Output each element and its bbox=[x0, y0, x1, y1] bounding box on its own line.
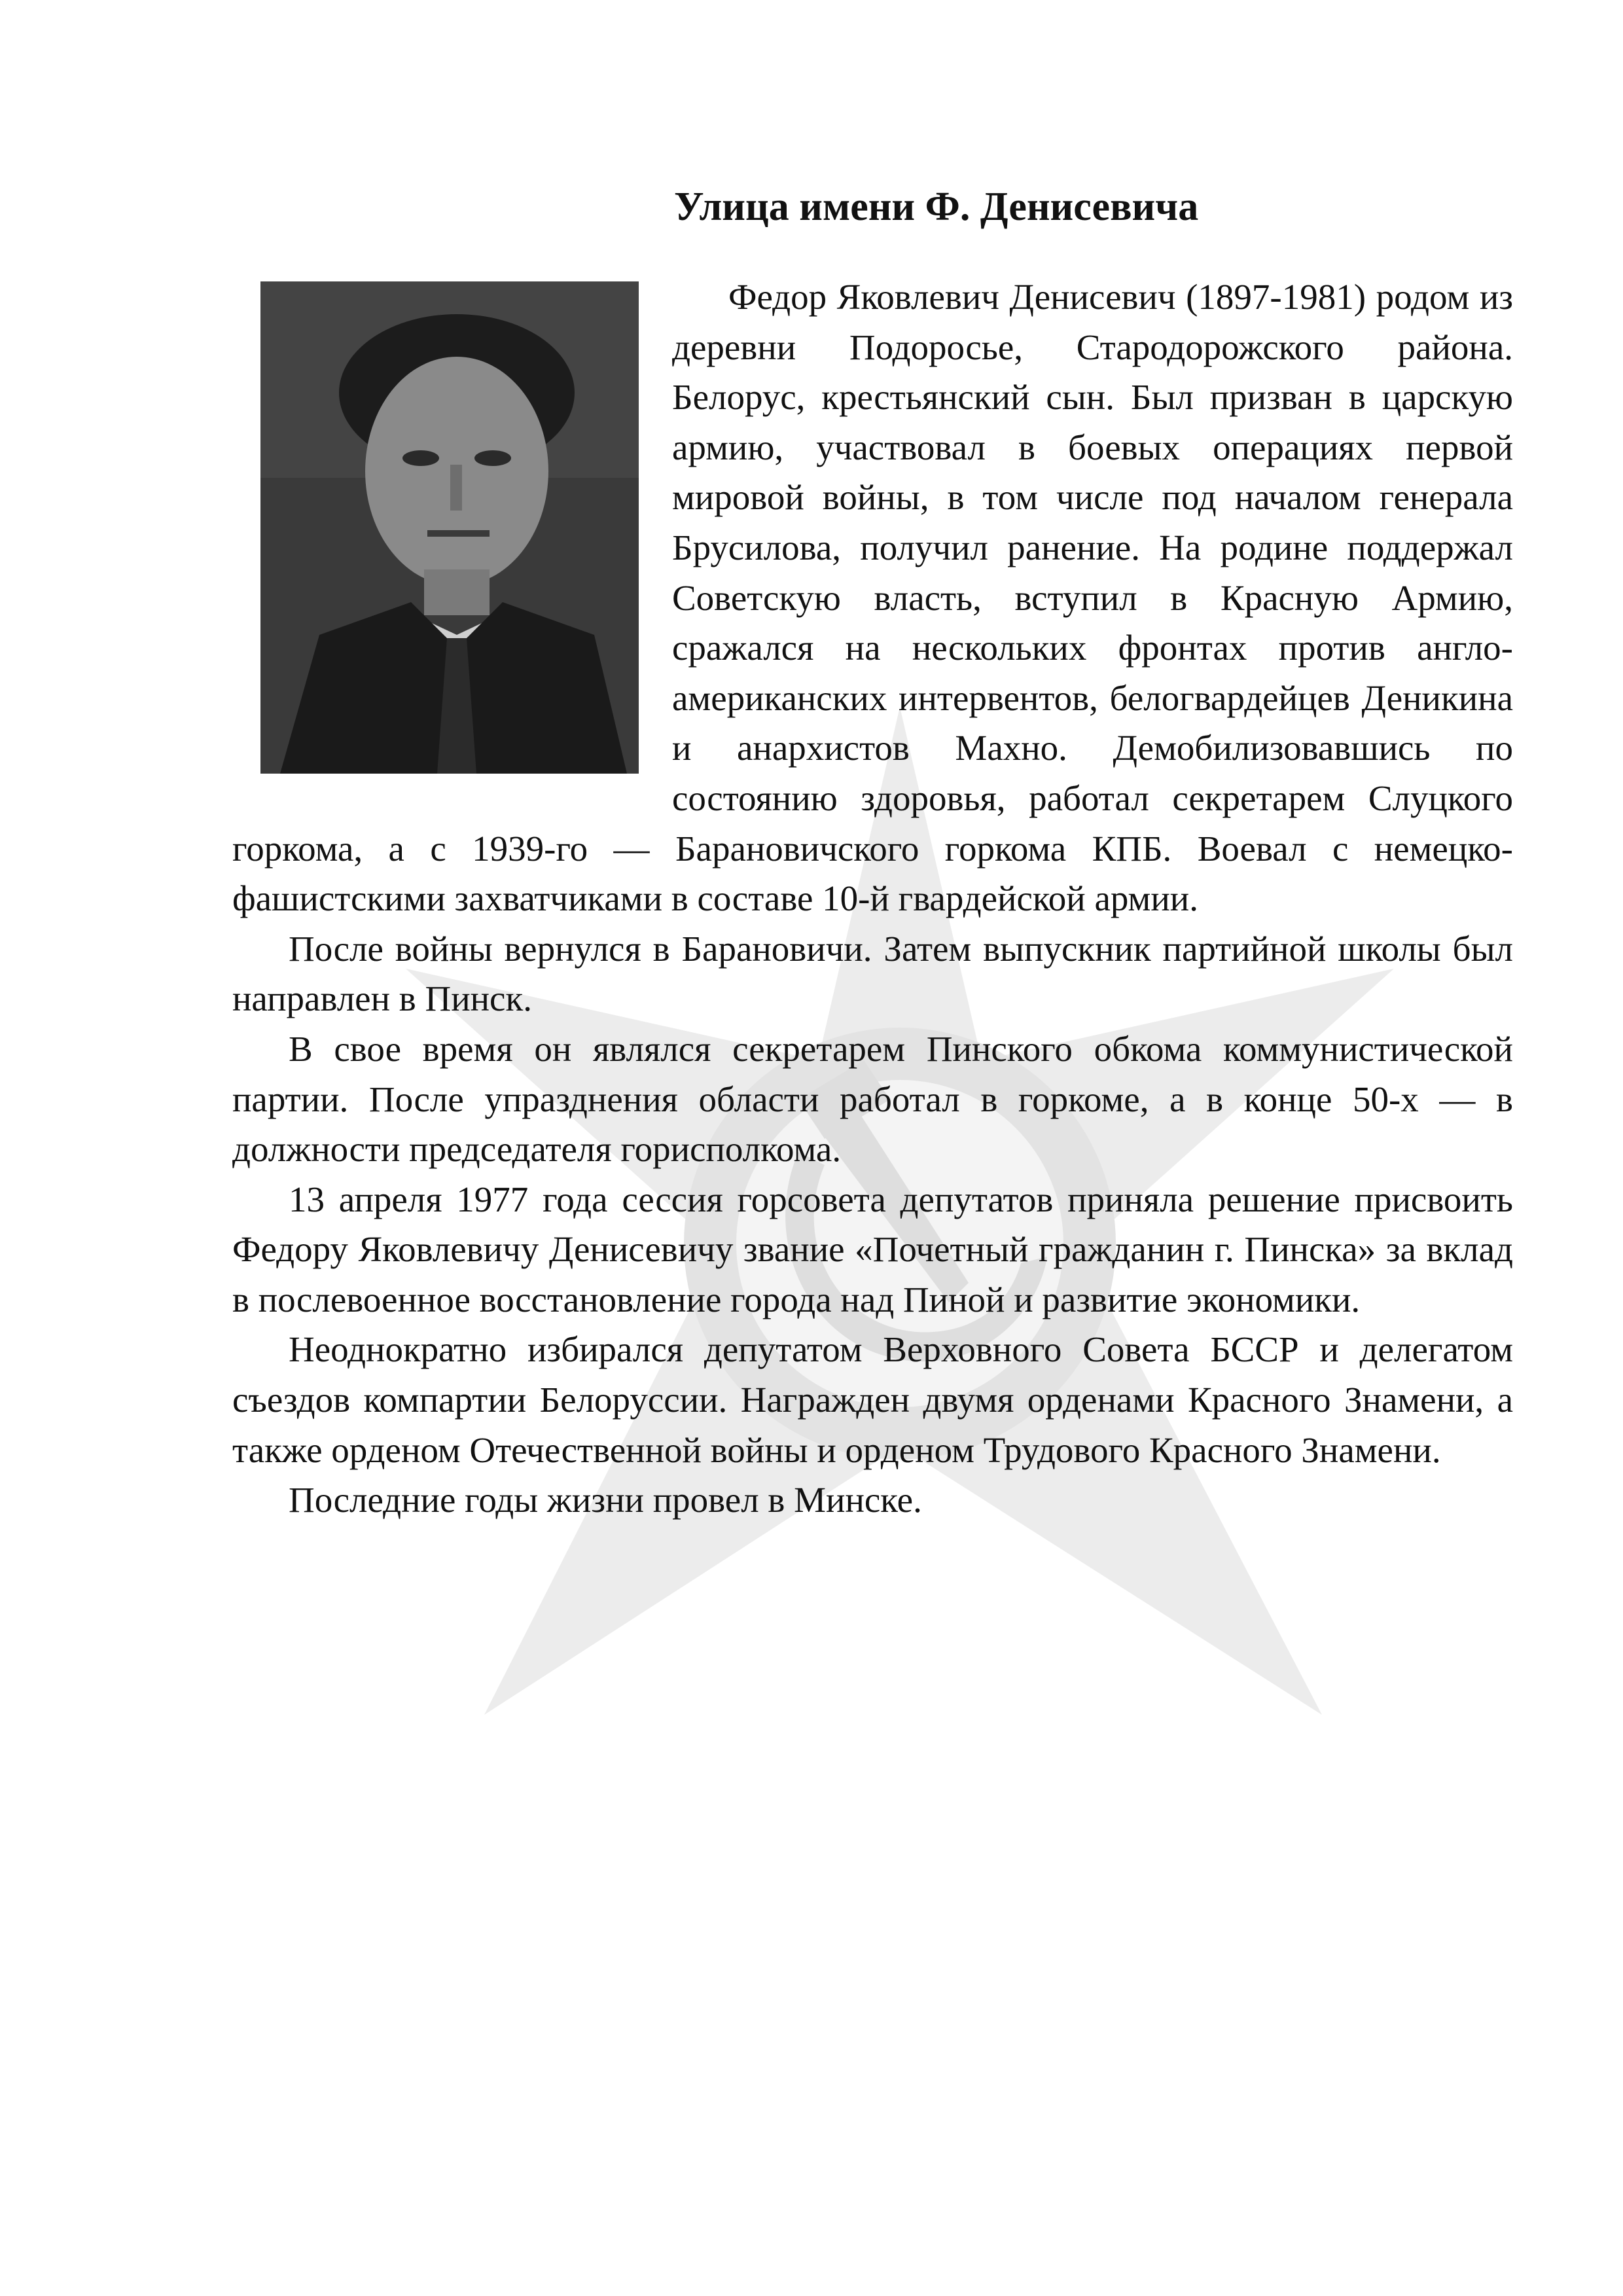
paragraph-2: После войны вернулся в Барановичи. Затем выпускник партийной школы был направлен в Пинск. bbox=[232, 928, 1513, 1019]
paragraph-3: В свое время он являлся секретарем Пинского обкома коммунистической партии. После упразднения области работал в горкоме, а в конце 50-х — в должности председателя горисполкома. bbox=[232, 1028, 1513, 1170]
paragraph-4: 13 апреля 1977 года сессия горсовета депутатов приняла решение присвоить Федору Яковлевичу Денисевичу звание «Почетный гражданин г. Пинска» за вклад в послевоенное восстановление города над Пиной и развитие экономики. bbox=[232, 1179, 1513, 1319]
paragraph-1: Федор Яковлевич Денисевич (1897-1981) родом из деревни Подоросье, Стародорожского района. Белорус, крестьянский сын. Был призван в царскую армию, участвовал в боевых операциях первой мировой войны, в том числе под началом генерала Брусилова, получил ранение. На родине поддержал Советскую власть, вступил в Красную Армию, сражался на нескольких фронтах против англо- американских интервентов, белогвардейцев Деникина и анархистов Махно. Демобилизовавшись по состоянию здоровья, работал секретарем Слуцкого горкома, а с 1939-го — Барановичского горкома КПБ. Воевал с немецко-фашистскими захватчиками в составе 10-й гвардейской армии. bbox=[232, 277, 1513, 919]
page-title: Улица имени Ф. Денисевича bbox=[674, 185, 1199, 229]
article-body bbox=[232, 272, 1513, 1526]
photo-spacer bbox=[232, 272, 672, 802]
paragraph-5: Неоднократно избирался депутатом Верховного Совета БССР и делегатом съездов компартии Белоруссии. Награжден двумя орденами Красного Знамени, а также орденом Отечественной войны и орденом Трудового Красного Знамени. bbox=[232, 1329, 1513, 1470]
paragraph-6: Последние годы жизни провел в Минске. bbox=[289, 1480, 922, 1520]
